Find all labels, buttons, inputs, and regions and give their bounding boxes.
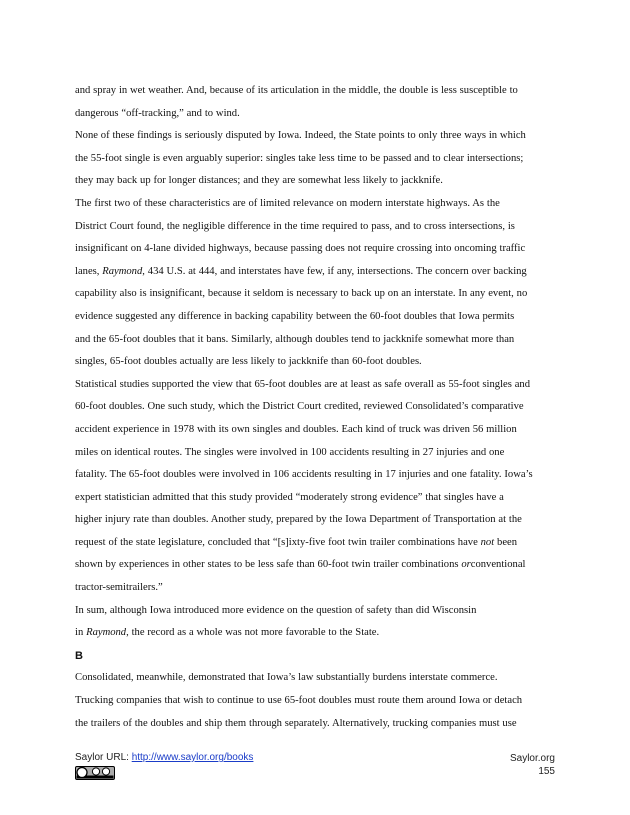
text-line: tractor-semitrailers.” (75, 582, 163, 594)
text-line: they may back up for longer distances; and they are somewhat less likely to jackknife. (75, 175, 443, 187)
text-segment: conventional (470, 559, 526, 571)
case-name: Raymond (86, 627, 127, 639)
text-line: miles on identical routes. The singles were involved in 100 accidents resulting in 27 injuries and one (75, 446, 505, 458)
footer-site: Saylor.org (509, 753, 555, 764)
emphasis: not (480, 536, 495, 548)
body-text (75, 80, 563, 735)
text-line (75, 622, 563, 645)
text-line (75, 261, 563, 284)
case-name: Raymond (102, 265, 143, 277)
text-segment: shown by experiences in other states to be less safe than 60-foot twin trailer combinations (75, 559, 462, 571)
text-line: singles, 65-foot doubles actually are less likely to jackknife than 60-foot doubles. (75, 356, 422, 368)
section-heading: B (75, 649, 83, 662)
text-line: 60-foot doubles. One such study, which the District Court credited, reviewed Consolidated’s comparative (75, 401, 524, 413)
text-segment: been (494, 536, 518, 548)
text-line: and the 65-foot doubles that it bans. Similarly, although doubles tend to jackknife somewhat more than (75, 333, 515, 345)
text-segment: in (75, 627, 87, 639)
text-line: Statistical studies supported the view that 65-foot doubles are at least as safe overall as 55-foot singles and (75, 378, 530, 390)
footer-url (75, 752, 253, 763)
text-line: District Court found, the negligible difference in the time required to pass, and to cross intersections, is (75, 220, 515, 232)
text-line: In sum, although Iowa introduced more evidence on the question of safety than did Wisconsin (75, 604, 477, 616)
text-segment: , 434 U.S. at 444, and interstates have few, if any, intersections. The concern over backing (142, 265, 527, 277)
text-line: and spray in wet weather. And, because of its articulation in the middle, the double is less susceptible to (75, 85, 518, 96)
text-line: expert statistician admitted that this study provided “moderately strong evidence” that singles have a (75, 491, 504, 503)
page-number: 155 (538, 766, 555, 777)
text-line (75, 554, 563, 577)
footer-right (510, 752, 555, 778)
text-segment: request of the state legislature, concluded that “[s]ixty-five foot twin trailer combinations have (75, 536, 481, 548)
text-line: Trucking companies that wish to continue to use 65-foot doubles must route them around Iowa or detach (75, 695, 523, 707)
text-line: The first two of these characteristics are of limited relevance on modern interstate highways. As the (75, 197, 500, 209)
text-line: Consolidated, meanwhile, demonstrated that Iowa’s law substantially burdens interstate commerce. (75, 672, 498, 684)
saylor-books-link[interactable]: http://www.saylor.org/books (131, 752, 254, 763)
emphasis: or (461, 559, 471, 571)
text-line: the 55-foot single is even arguably superior: singles take less time to be passed and to clear intersections; (75, 152, 524, 164)
text-segment: lanes, (75, 265, 103, 277)
text-segment: , the record as a whole was not more favorable to the State. (126, 627, 380, 639)
text-line: insignificant on 4-lane divided highways, because passing does not require crossing into oncoming traffic (75, 243, 526, 255)
text-line: capability also is insignificant, because it seldom is necessary to back up on an interstate. In any event, no (75, 288, 528, 300)
text-line: the trailers of the doubles and ship them through separately. Alternatively, trucking companies must use (75, 717, 517, 729)
text-line: fatality. The 65-foot doubles were involved in 106 accidents resulting in 17 injuries and one fatality. Iowa’s (75, 469, 533, 481)
text-line: accident experience in 1978 with its own singles and doubles. Each kind of truck was driven 56 million (75, 423, 517, 435)
text-line: higher injury rate than doubles. Another study, prepared by the Iowa Department of Transportation at the (75, 514, 522, 526)
footer-url-label: Saylor URL: (75, 752, 132, 763)
text-line (75, 532, 563, 555)
text-line: dangerous “off-tracking,” and to wind. (75, 107, 240, 119)
text-line: None of these findings is seriously disputed by Iowa. Indeed, the State points to only three ways in which (75, 130, 526, 142)
creative-commons-icon (75, 766, 115, 780)
text-line: evidence suggested any difference in backing capability between the 60-foot doubles that Iowa permits (75, 310, 515, 322)
